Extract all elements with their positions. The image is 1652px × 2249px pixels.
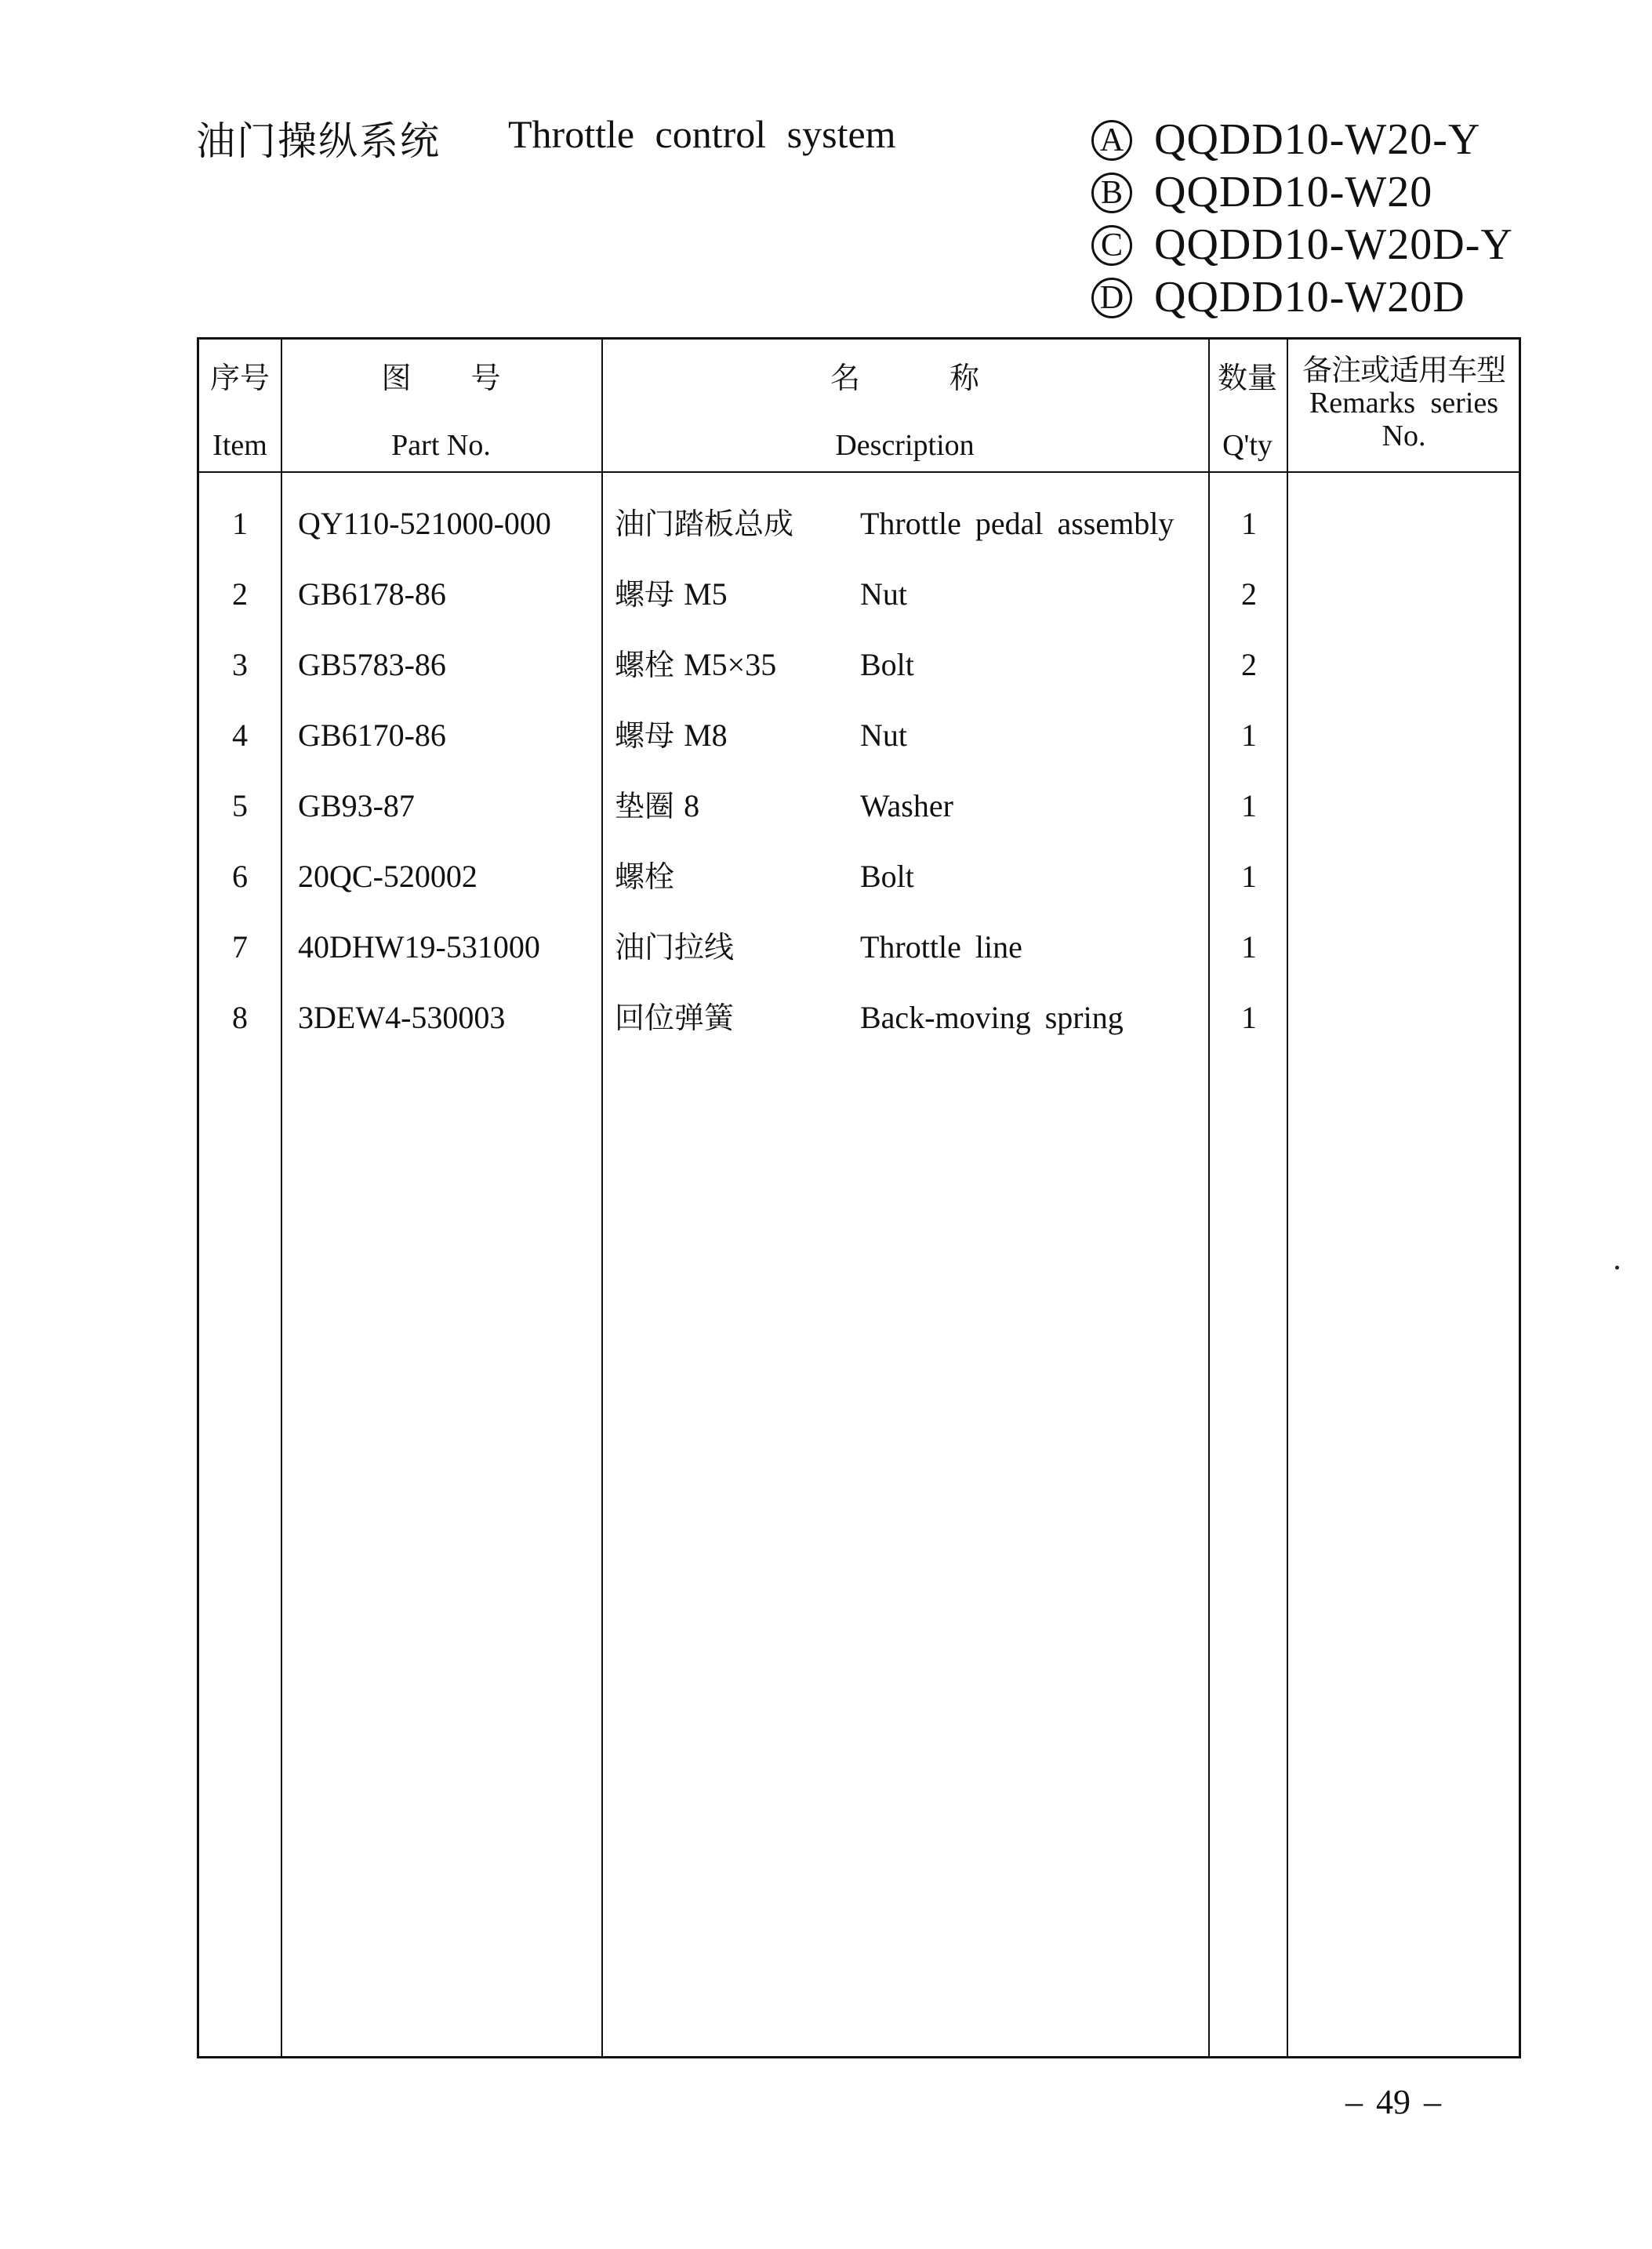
name-chinese bbox=[615, 983, 734, 1053]
column-header-remarks-cn: 备注或适用车型 bbox=[1302, 353, 1505, 387]
table-row bbox=[199, 912, 1519, 983]
column-header-item-en: Item bbox=[212, 429, 267, 462]
page-title-chinese: 油门操纵系统 bbox=[196, 118, 441, 164]
name-english: Nut bbox=[860, 576, 907, 612]
column-header-item-cn: 序号 bbox=[209, 361, 270, 395]
name-chinese bbox=[615, 630, 776, 700]
model-code: QQDD10-W20-Y bbox=[1154, 115, 1481, 164]
name-chinese-text: 螺栓 bbox=[615, 648, 675, 682]
name-chinese-text: 螺母 bbox=[615, 718, 675, 753]
quantity: 2 bbox=[1241, 576, 1257, 612]
quantity: 1 bbox=[1241, 718, 1257, 753]
part-number: GB5783-86 bbox=[298, 647, 446, 682]
name-chinese-text: 油门踏板总成 bbox=[615, 507, 794, 541]
name-chinese bbox=[615, 700, 728, 771]
table-row bbox=[199, 983, 1519, 1053]
item-number: 5 bbox=[232, 788, 248, 823]
column-header-description-cn: 名 称 bbox=[830, 361, 979, 395]
table-row bbox=[199, 841, 1519, 912]
table-row bbox=[199, 559, 1519, 630]
part-number: GB6170-86 bbox=[298, 718, 446, 753]
column-header-part-no-cn: 图 号 bbox=[381, 361, 501, 395]
page-number: – 49 – bbox=[1345, 2083, 1441, 2121]
quantity: 1 bbox=[1241, 859, 1257, 894]
column-header-remarks-en: Remarks series bbox=[1309, 387, 1499, 420]
name-chinese bbox=[615, 559, 728, 630]
column-header-remarks bbox=[1287, 354, 1521, 452]
header-divider bbox=[199, 471, 1519, 473]
applicable-models-list bbox=[1091, 114, 1513, 324]
item-number: 6 bbox=[232, 859, 248, 894]
name-english: Back-moving spring bbox=[860, 1000, 1124, 1035]
column-header-qty-en: Q'ty bbox=[1222, 429, 1273, 462]
name-english: Nut bbox=[860, 718, 907, 753]
name-chinese bbox=[615, 771, 699, 841]
column-header-part-no-en: Part No. bbox=[391, 429, 491, 462]
model-code: QQDD10-W20D-Y bbox=[1154, 220, 1513, 269]
quantity: 2 bbox=[1241, 647, 1257, 682]
part-number: QY110-521000-000 bbox=[298, 506, 551, 541]
name-chinese bbox=[615, 912, 734, 983]
part-number: GB93-87 bbox=[298, 788, 415, 823]
name-english: Washer bbox=[860, 788, 953, 823]
part-number: GB6178-86 bbox=[298, 576, 446, 612]
name-chinese bbox=[615, 489, 793, 559]
name-spec: 8 bbox=[684, 788, 700, 823]
table-row bbox=[199, 489, 1519, 559]
model-entry-b bbox=[1091, 166, 1513, 219]
model-code: QQDD10-W20 bbox=[1154, 168, 1433, 216]
circled-letter-c-icon: C bbox=[1091, 225, 1132, 266]
name-chinese-text: 回位弹簧 bbox=[615, 1001, 735, 1035]
quantity: 1 bbox=[1241, 1000, 1257, 1035]
name-english: Bolt bbox=[860, 859, 914, 894]
page-title-english: Throttle control system bbox=[508, 112, 896, 156]
column-header-description-en: Description bbox=[835, 429, 975, 462]
name-chinese-text: 螺栓 bbox=[615, 859, 675, 894]
name-chinese-text: 垫圈 bbox=[615, 789, 675, 823]
item-number: 8 bbox=[232, 1000, 248, 1035]
item-number: 3 bbox=[232, 647, 248, 682]
part-number: 20QC-520002 bbox=[298, 859, 477, 894]
column-header-qty-cn: 数量 bbox=[1217, 361, 1277, 395]
table-row bbox=[199, 630, 1519, 700]
name-spec: M5 bbox=[684, 576, 728, 612]
circled-letter-b-icon: B bbox=[1091, 173, 1132, 213]
model-code: QQDD10-W20D bbox=[1154, 273, 1465, 322]
part-number: 40DHW19-531000 bbox=[298, 929, 540, 965]
name-english: Throttle line bbox=[860, 929, 1022, 965]
part-number: 3DEW4-530003 bbox=[298, 1000, 506, 1035]
name-chinese-text: 油门拉线 bbox=[615, 930, 735, 965]
item-number: 1 bbox=[232, 506, 248, 541]
circled-letter-d-icon: D bbox=[1091, 278, 1132, 318]
column-header-remarks-en2: No. bbox=[1382, 420, 1426, 452]
item-number: 2 bbox=[232, 576, 248, 612]
column-header-part-no bbox=[281, 354, 601, 463]
name-chinese bbox=[615, 841, 674, 912]
name-chinese-text: 螺母 bbox=[615, 577, 675, 612]
quantity: 1 bbox=[1241, 788, 1257, 823]
model-entry-d bbox=[1091, 271, 1513, 324]
name-english: Throttle pedal assembly bbox=[860, 506, 1175, 541]
column-header-qty bbox=[1208, 354, 1287, 463]
model-entry-a bbox=[1091, 114, 1513, 166]
scan-speck bbox=[1615, 1266, 1619, 1270]
column-header-item bbox=[199, 354, 281, 463]
table-row bbox=[199, 700, 1519, 771]
parts-table bbox=[197, 337, 1521, 2058]
circled-letter-a-icon: A bbox=[1091, 120, 1132, 161]
model-entry-c bbox=[1091, 219, 1513, 271]
quantity: 1 bbox=[1241, 929, 1257, 965]
name-english: Bolt bbox=[860, 647, 914, 682]
table-row bbox=[199, 771, 1519, 841]
item-number: 7 bbox=[232, 929, 248, 965]
quantity: 1 bbox=[1241, 506, 1257, 541]
column-header-description bbox=[601, 354, 1208, 463]
name-spec: M8 bbox=[684, 718, 728, 753]
name-spec: M5×35 bbox=[684, 647, 777, 682]
item-number: 4 bbox=[232, 718, 248, 753]
